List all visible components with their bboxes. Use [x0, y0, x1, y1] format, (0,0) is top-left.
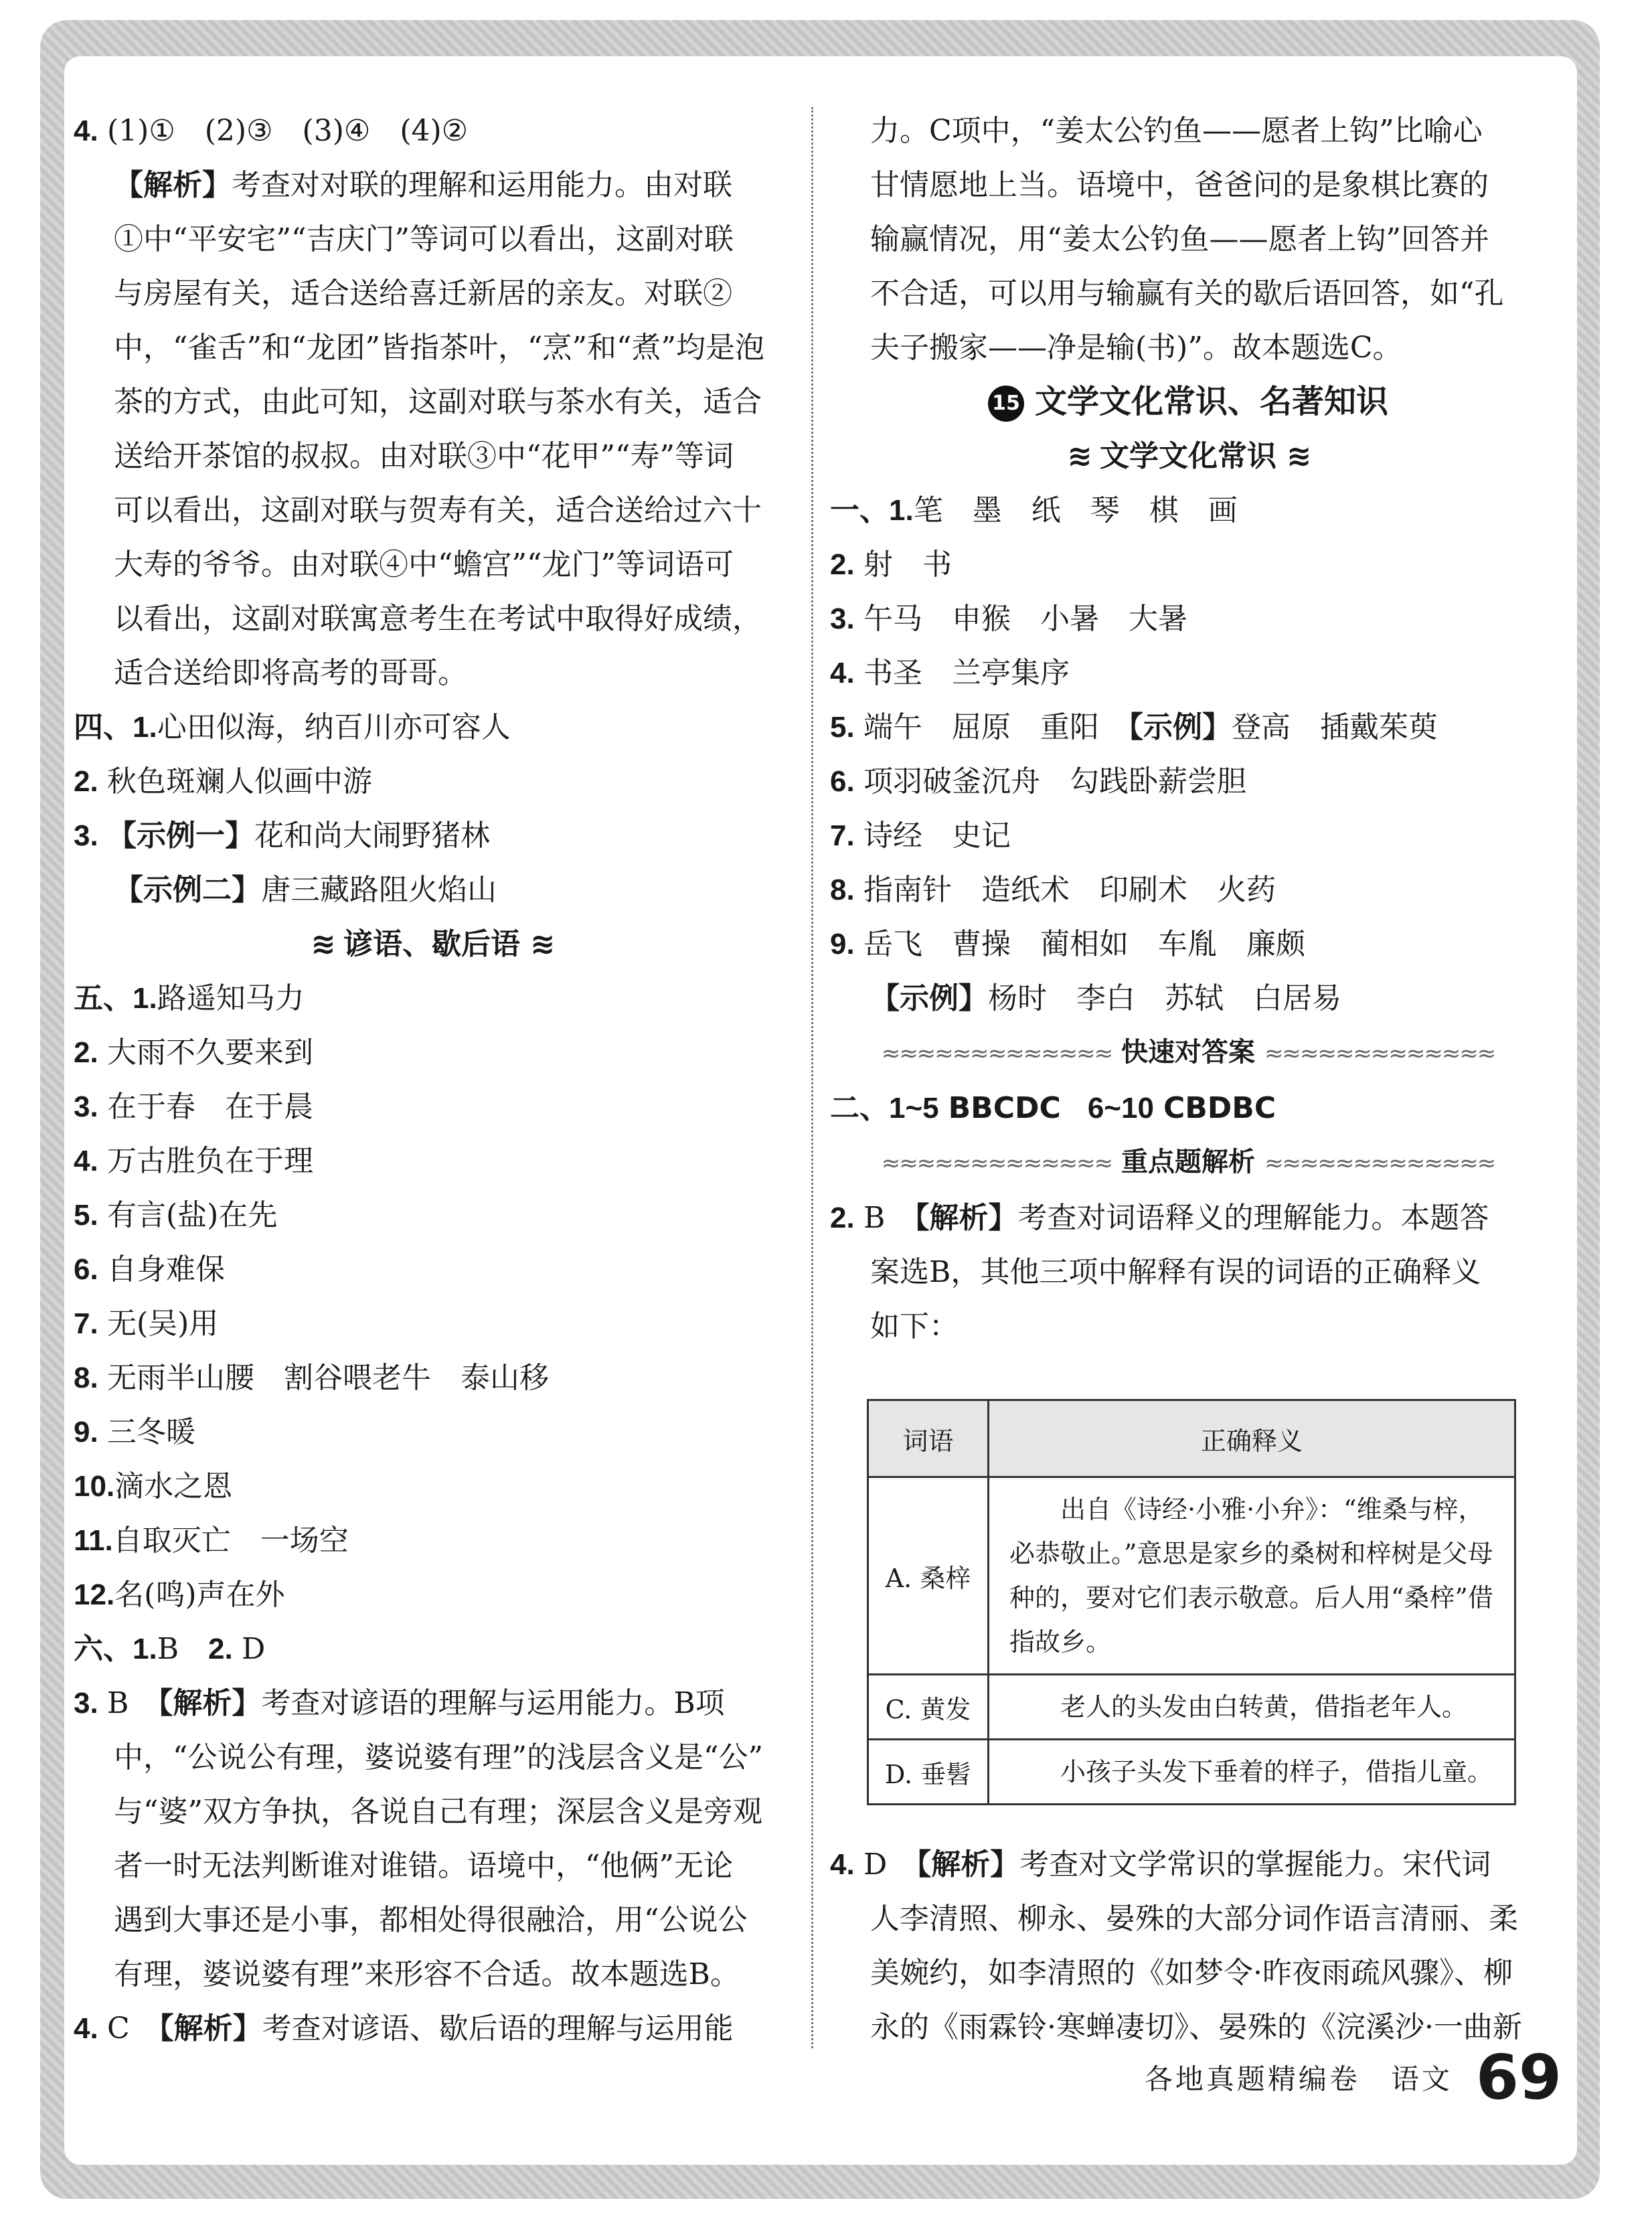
answer-text: 书圣 兰亭集序: [863, 656, 1070, 690]
answer-line: [830, 483, 1546, 538]
answer-line: [830, 754, 1546, 809]
chapter-number-badge: 15: [988, 386, 1024, 422]
text-line: 输赢情况，用“姜太公钓鱼——愿者上钩”回答并: [870, 222, 1489, 256]
table-header-word: 词语: [868, 1400, 989, 1477]
answer-text: 三冬暖: [107, 1415, 195, 1449]
answer-line: [74, 1568, 790, 1622]
table-cell-word: D. 垂髫: [868, 1740, 989, 1805]
answer-line: [74, 1297, 790, 1351]
answer-text: CBDBC: [1163, 1091, 1276, 1125]
text-line: 如下：: [870, 1309, 959, 1343]
text-line: 遇到大事还是小事，都相处得很融洽，用“公说公: [114, 1903, 748, 1937]
wave-icon: ≋: [1287, 439, 1309, 473]
table-cell-definition: 老人的头发由白转黄，借指老年人。: [989, 1675, 1515, 1740]
answer-text: 无雨半山腰 割谷喂老牛 泰山移: [107, 1361, 549, 1395]
text-line: 适合送给即将高考的哥哥。: [114, 656, 467, 690]
banner-pattern: ≈≈≈≈≈≈≈≈≈≈≈≈≈: [1264, 1150, 1495, 1177]
item-number: 2.: [208, 1633, 233, 1665]
answer-text: 秋色斑斓人似画中游: [107, 764, 372, 799]
answer-text: D: [242, 1632, 266, 1666]
text-line: 与“婆”双方争执，各说自己有理；深层含义是旁观: [114, 1795, 762, 1829]
book-title: 各地真题精编卷 语文: [1144, 2062, 1453, 2096]
wave-icon: ≋: [1067, 439, 1090, 473]
answer-line: [74, 1080, 790, 1134]
answer-text: 项羽破釜沉舟 勾践卧薪尝胆: [863, 764, 1246, 799]
item-number: 4.: [74, 114, 98, 147]
answer-text: B: [107, 1686, 159, 1720]
answer-text: 岳飞 曹操 蔺相如 车胤 廉颇: [863, 927, 1305, 961]
answer-line: [74, 700, 790, 754]
text-line: 可以看出，这副对联与贺寿有关，适合送给过六十: [114, 493, 762, 527]
chapter-heading-text: 文学文化常识、名著知识: [1034, 383, 1388, 420]
item-number: 5.: [74, 1199, 98, 1232]
answer-line: [74, 1242, 790, 1297]
analysis-line: [830, 1191, 1546, 1245]
answer-text: 无(吴)用: [107, 1307, 219, 1341]
answer-text: 有言(盐)在先: [107, 1198, 278, 1232]
item-number: 5.: [830, 711, 855, 744]
answer-line: [74, 1513, 790, 1568]
item-number: 7.: [74, 1307, 98, 1340]
item-number: 6.: [830, 765, 855, 798]
answer-line: [830, 700, 1546, 754]
item-number: 3.: [74, 819, 98, 852]
answer-line: [74, 754, 790, 809]
text-line: 以看出，这副对联寓意考生在考试中取得好成绩，: [114, 602, 762, 636]
item-number: 2.: [74, 1036, 98, 1069]
answer-text: C: [107, 2011, 159, 2046]
quick-answers-banner: [830, 1025, 1546, 1081]
text-line: 不合适，可以用与输赢有关的歇后语回答，如“孔: [870, 276, 1504, 311]
item-number: 9.: [830, 928, 855, 961]
answer-text: 端午 屈原 重阳: [863, 710, 1129, 744]
item-number: 3.: [74, 1687, 98, 1720]
table-cell-definition: 小孩子头发下垂着的样子，借指儿童。: [989, 1740, 1515, 1805]
item-number: 4.: [74, 2012, 98, 2045]
text-line: 案选B，其他三项中解释有误的词语的正确释义: [870, 1255, 1481, 1289]
section-heading: [830, 429, 1546, 483]
section-heading-text: 谚语、歇后语: [343, 927, 520, 961]
analysis-line: [74, 2001, 790, 2056]
section-heading: [74, 917, 790, 971]
text-line: ①中“平安宅”“吉庆门”等词可以看出，这副对联: [114, 222, 734, 256]
item-number: 8.: [830, 874, 855, 906]
text-line: 与房屋有关，适合送给喜迁新居的亲友。对联②: [114, 276, 732, 311]
text-line: 永的《雨霖铃·寒蝉凄切》、晏殊的《浣溪沙·一曲新: [870, 2010, 1522, 2044]
answer-text: D: [863, 1847, 917, 1882]
table-header-row: [868, 1400, 1515, 1477]
answer-text: 登高 插戴茱萸: [1232, 710, 1438, 744]
item-number: 五、1.: [74, 982, 157, 1015]
banner-text: 快速对答案: [1121, 1037, 1255, 1068]
text-line: 者一时无法判断谁对谁错。语境中，“他俩”无论: [114, 1849, 733, 1883]
text-line: 有理，婆说婆有理”来形容不合适。故本题选B。: [114, 1957, 740, 1991]
answer-text: B: [863, 1201, 915, 1235]
item-number: 一、1.: [830, 494, 914, 527]
analysis-tag: 【解析】: [114, 168, 232, 202]
answer-text: (1)① (2)③ (3)④ (4)②: [107, 114, 469, 148]
answer-line: [74, 971, 790, 1025]
banner-pattern: ≈≈≈≈≈≈≈≈≈≈≈≈≈: [881, 1150, 1112, 1177]
answer-line: [74, 104, 790, 158]
definition-table: [867, 1399, 1516, 1805]
answer-text: 花和尚大闹野猪林: [254, 819, 490, 853]
item-number: 9.: [74, 1416, 98, 1449]
analysis-text: 考查对谚语的理解与运用能力。B项: [261, 1686, 725, 1720]
answer-text: 诗经 史记: [863, 819, 1011, 853]
answer-text: 心田似海，纳百川亦可容人: [157, 710, 511, 744]
key-analysis-banner: [830, 1135, 1546, 1191]
text-line: 夫子搬家——净是输(书)”。故本题选C。: [870, 331, 1402, 365]
analysis-text: 考查对对联的理解和运用能力。由对联: [232, 168, 732, 202]
answer-text: 滴水之恩: [114, 1469, 233, 1503]
answer-text: 万古胜负在于理: [107, 1144, 313, 1178]
right-column: [830, 104, 1546, 1353]
item-number: 六、1.: [74, 1633, 157, 1665]
analysis-tag: 【解析】: [159, 2011, 262, 2046]
answer-line: [74, 1134, 790, 1188]
answer-text: 唐三藏路阻火焰山: [261, 873, 497, 907]
answer-text: BBCDC: [948, 1091, 1061, 1125]
text-line: 茶的方式，由此可知，这副对联与茶水有关，适合: [114, 385, 762, 419]
answer-line: [74, 1025, 790, 1080]
item-number: 10.: [74, 1470, 115, 1503]
item-number: 7.: [830, 819, 855, 852]
wave-icon: ≋: [311, 927, 333, 961]
item-number: 4.: [830, 1848, 855, 1881]
answer-line: [830, 646, 1546, 700]
text-line: 美婉约，如李清照的《如梦令·昨夜雨疏风骤》、柳: [870, 1956, 1513, 1990]
item-number: 2.: [830, 1202, 855, 1234]
table-cell-definition: 出自《诗经·小雅·小弁》：“维桑与梓，必恭敬止。”意思是家乡的桑树和梓树是父母种的，要对它们表示敬意。后人用“桑梓”借指故乡。: [989, 1477, 1515, 1675]
answer-text: 名(鸣)声在外: [114, 1578, 285, 1612]
item-number: 3.: [830, 602, 855, 635]
item-number: 4.: [830, 657, 855, 689]
answer-text: 在于春 在于晨: [107, 1090, 313, 1124]
table-row: [868, 1477, 1515, 1675]
analysis-line: [830, 1837, 1546, 1892]
answer-line: [74, 1622, 790, 1676]
answer-text: 杨时 李白 苏轼 白居易: [988, 981, 1341, 1015]
analysis-tag: 【解析】: [916, 1847, 1020, 1882]
table-cell-word: A. 桑梓: [868, 1477, 989, 1675]
answer-line: [830, 917, 1546, 971]
answer-text: 射 书: [863, 548, 952, 582]
table-row: [868, 1740, 1515, 1805]
text-line: 中，“公说公有理，婆说婆有理”的浅层含义是“公”: [114, 1740, 763, 1774]
banner-pattern: ≈≈≈≈≈≈≈≈≈≈≈≈≈: [881, 1040, 1112, 1067]
right-column-continued: [830, 1837, 1546, 2054]
column-divider: [811, 107, 813, 2048]
answer-text: 指南针 造纸术 印刷术 火药: [863, 873, 1276, 907]
page-number: 69: [1475, 2042, 1562, 2113]
answer-line: [74, 1405, 790, 1459]
item-number: 2.: [830, 548, 855, 581]
table-header-definition: 正确释义: [989, 1400, 1515, 1477]
text-line: 中，“雀舌”和“龙团”皆指茶叶，“烹”和“煮”均是泡: [114, 331, 764, 365]
answer-text: 自取灭亡 一场空: [112, 1523, 349, 1558]
section-heading-text: 文学文化常识: [1100, 439, 1276, 473]
answer-line: [830, 863, 1546, 917]
table-cell-word: C. 黄发: [868, 1675, 989, 1740]
analysis-tag: 【解析】: [158, 1686, 262, 1720]
analysis-tag: 【解析】: [914, 1201, 1018, 1235]
item-number: 二、1~5: [830, 1092, 939, 1125]
banner-pattern: ≈≈≈≈≈≈≈≈≈≈≈≈≈: [1264, 1040, 1495, 1067]
page-footer: [1145, 2042, 1562, 2113]
answer-line: [830, 1081, 1546, 1135]
text-line: 力。C项中，“姜太公钓鱼——愿者上钩”比喻心: [870, 114, 1483, 148]
answer-line: [74, 809, 790, 863]
answer-text: 自身难保: [107, 1252, 225, 1287]
analysis-line: [74, 1676, 790, 1730]
item-number: 11.: [74, 1524, 113, 1557]
example-tag: 【示例一】: [107, 819, 254, 853]
item-number: 4.: [74, 1145, 98, 1177]
text-line: 送给开茶馆的叔叔。由对联③中“花甲”“寿”等词: [114, 439, 734, 473]
answer-text: 午马 申猴 小暑 大暑: [863, 602, 1187, 636]
answer-line: [830, 971, 1546, 1025]
left-column: [74, 104, 790, 2056]
item-number: 2.: [74, 765, 98, 798]
answer-line: [74, 1188, 790, 1242]
wave-icon: ≋: [530, 927, 553, 961]
example-tag: 【示例】: [870, 981, 988, 1015]
answer-line: [74, 1351, 790, 1405]
answer-text: 路遥知马力: [157, 981, 305, 1015]
answer-line: [74, 1459, 790, 1513]
item-number: 12.: [74, 1578, 115, 1611]
banner-text: 重点题解析: [1121, 1147, 1255, 1177]
analysis-text: 考查对谚语、歇后语的理解与运用能: [262, 2011, 734, 2046]
table-row: [868, 1675, 1515, 1740]
example-tag: 【示例】: [1129, 710, 1232, 744]
analysis-text: 考查对词语释义的理解能力。本题答: [1017, 1201, 1489, 1235]
analysis-text: 考查对文学常识的掌握能力。宋代词: [1019, 1847, 1491, 1882]
text-line: 大寿的爷爷。由对联④中“蟾宫”“龙门”等词语可: [114, 548, 734, 582]
answer-line: [830, 538, 1546, 592]
answer-text: B: [157, 1632, 209, 1666]
chapter-heading: [830, 375, 1546, 429]
text-line: 人李清照、柳永、晏殊的大部分词作语言清丽、柔: [870, 1902, 1518, 1936]
item-number: 8.: [74, 1361, 98, 1394]
answer-text: 大雨不久要来到: [107, 1036, 313, 1070]
item-number: 6.: [74, 1253, 98, 1286]
analysis-line: [74, 158, 790, 212]
item-number: 四、1.: [74, 711, 157, 744]
answer-line: [830, 592, 1546, 646]
answer-text: 笔 墨 纸 琴 棋 画: [913, 493, 1238, 527]
item-number: 3.: [74, 1090, 98, 1123]
answer-line: [74, 863, 790, 917]
example-tag: 【示例二】: [114, 873, 261, 907]
item-number: 6~10: [1087, 1092, 1154, 1125]
answer-line: [830, 809, 1546, 863]
text-line: 甘情愿地上当。语境中，爸爸问的是象棋比赛的: [870, 168, 1489, 202]
